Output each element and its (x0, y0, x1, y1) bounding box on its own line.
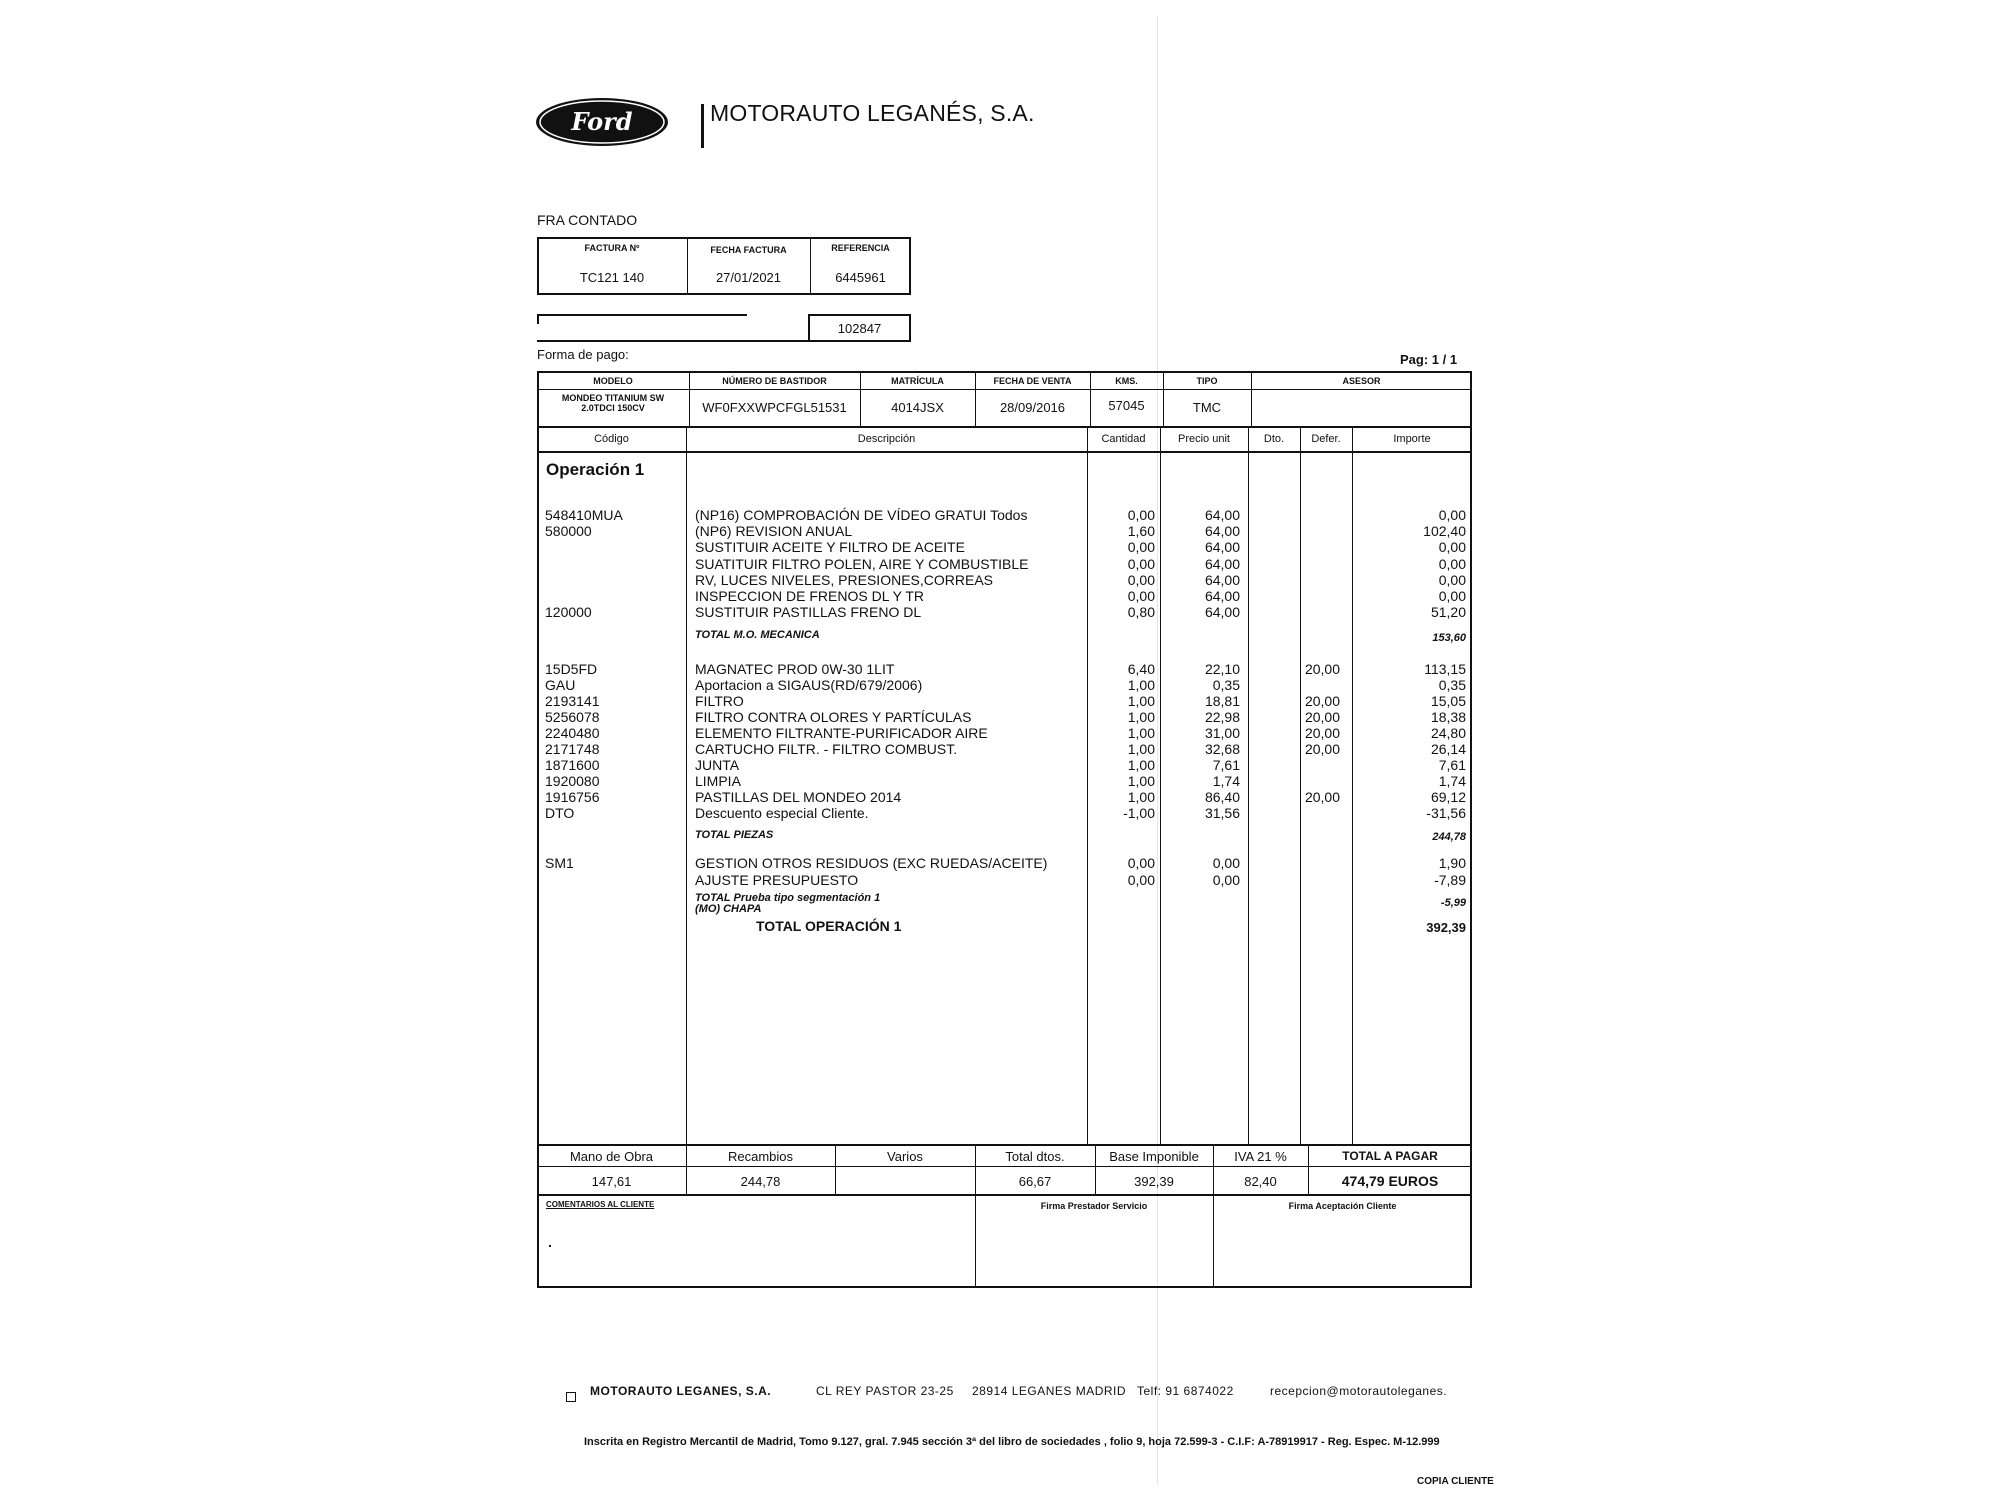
summary-discounts-label: Total dtos. (1005, 1148, 1065, 1164)
vehicle-type: TMC (1192, 399, 1222, 415)
line-item-row (540, 556, 1470, 572)
line-unit-price: 31,56 (1204, 805, 1240, 821)
vin-label: NÚMERO DE BASTIDOR (722, 375, 827, 386)
line-description: CARTUCHO FILTR. - FILTRO COMBUST. (695, 741, 958, 757)
line-code: 1920080 (545, 773, 600, 789)
line-discount: 20,00 (1304, 709, 1340, 725)
line-item-row (540, 523, 1470, 539)
provider-signature-label: Firma Prestador Servicio (1040, 1201, 1148, 1211)
line-item-row (540, 677, 1470, 693)
line-amount: 1,74 (1438, 773, 1466, 789)
line-description: AJUSTE PRESUPUESTO (695, 871, 859, 888)
col-quantity: Cantidad (1101, 433, 1146, 445)
summary-vat-label: IVA 21 % (1234, 1148, 1287, 1164)
line-discount: 20,00 (1304, 693, 1340, 709)
line-item-row (540, 773, 1470, 789)
line-description: MAGNATEC PROD 0W-30 1LIT (695, 661, 895, 677)
line-description: SUSTITUIR PASTILLAS FRENO DL (695, 604, 922, 621)
line-code: 5256078 (545, 709, 600, 725)
vehicle-advisor (1251, 396, 1472, 418)
line-item-row (540, 855, 1470, 871)
summary-parts: 244,78 (740, 1173, 781, 1189)
line-amount: 0,00 (1438, 507, 1466, 523)
operation-title: Operación 1 (546, 460, 645, 479)
vehicle-sale-date: 28/09/2016 (999, 399, 1066, 415)
document-type: FRA CONTADO (537, 212, 638, 228)
company-name: MOTORAUTO LEGANÉS, S.A. (710, 100, 1035, 126)
operation-total: TOTAL OPERACIÓN 1 392,39 (756, 918, 1466, 935)
summary-total: 474,79 EUROS (1341, 1173, 1439, 1189)
line-unit-price: 64,00 (1204, 539, 1240, 556)
client-signature-label: Firma Aceptación Cliente (1288, 1201, 1397, 1211)
footer-phone: Telf: 91 6874022 (1137, 1384, 1234, 1398)
copy-label: COPIA CLIENTE (1417, 1476, 1494, 1487)
page-number: Pag: 1 / 1 (1400, 352, 1458, 367)
line-code: 1916756 (545, 789, 600, 805)
summary-discounts: 66,67 (1018, 1173, 1052, 1189)
line-amount: -31,56 (1426, 805, 1466, 821)
kms-label: KMS. (1115, 375, 1138, 386)
ford-logo (535, 97, 669, 147)
line-item-row (540, 709, 1470, 725)
line-code: SM1 (545, 855, 574, 871)
line-unit-price: 0,00 (1212, 855, 1240, 871)
line-quantity: 0,00 (1127, 871, 1155, 888)
line-quantity: 0,00 (1127, 571, 1155, 588)
vehicle-plate: 4014JSX (891, 399, 944, 415)
line-quantity: 1,00 (1127, 789, 1155, 805)
line-discount: 20,00 (1304, 789, 1340, 805)
line-quantity: 0,00 (1127, 555, 1155, 572)
vehicle-vin: WF0FXXWPCFGL51531 (702, 399, 847, 415)
line-description: ELEMENTO FILTRANTE-PURIFICADOR AIRE (695, 725, 988, 741)
line-amount: 26,14 (1430, 741, 1466, 757)
line-code: DTO (545, 805, 575, 821)
line-item-row (540, 789, 1470, 805)
line-quantity: 1,00 (1127, 677, 1155, 693)
line-unit-price: 64,00 (1204, 507, 1240, 523)
payment-label: Forma de pago: (537, 347, 629, 362)
col-description: Descripción (857, 433, 916, 445)
line-quantity: 0,00 (1127, 588, 1155, 604)
summary-misc-label: Varios (887, 1148, 923, 1164)
col-amount: Importe (1393, 433, 1431, 445)
logo-text: Ford (571, 107, 633, 136)
summary-misc (835, 1170, 975, 1192)
footer-address: CL REY PASTOR 23-25 (816, 1384, 954, 1398)
line-quantity: 1,60 (1127, 523, 1155, 540)
line-amount: 0,00 (1438, 571, 1466, 588)
line-unit-price: 0,00 (1212, 871, 1240, 888)
line-code: 120000 (545, 604, 592, 621)
col-code: Código (594, 433, 629, 445)
line-description: Descuento especial Cliente. (695, 805, 869, 821)
invoice-date: 27/01/2021 (715, 269, 782, 285)
line-description: (NP6) REVISION ANUAL (695, 523, 853, 540)
line-amount: 0,35 (1438, 677, 1466, 693)
footer-email: recepcion@motorautoleganes. (1270, 1384, 1448, 1398)
line-item-row (540, 693, 1470, 709)
summary-parts-label: Recambios (727, 1148, 794, 1164)
line-quantity: 1,00 (1127, 725, 1155, 741)
line-description: FILTRO (695, 693, 744, 709)
line-quantity: 1,00 (1127, 773, 1155, 789)
line-unit-price: 22,98 (1204, 709, 1240, 725)
line-quantity: 0,80 (1127, 604, 1155, 621)
line-amount: 7,61 (1438, 757, 1466, 773)
line-description: RV, LUCES NIVELES, PRESIONES,CORREAS (695, 571, 993, 588)
subtotal-misc: TOTAL Prueba tipo segmentación 1 (MO) CHAPA -5,99 (695, 892, 1466, 915)
checkbox-icon (566, 1392, 576, 1402)
line-discount: 20,00 (1304, 741, 1340, 757)
line-description: LIMPIA (695, 773, 741, 789)
plate-label: MATRÍCULA (891, 375, 944, 386)
line-description: SUSTITUIR ACEITE Y FILTRO DE ACEITE (695, 539, 965, 556)
line-unit-price: 1,74 (1212, 773, 1240, 789)
line-discount: 20,00 (1304, 661, 1340, 677)
sale-date-label: FECHA DE VENTA (993, 375, 1072, 386)
footer-company: MOTORAUTO LEGANES, S.A. (590, 1384, 772, 1398)
line-item-row (540, 507, 1470, 523)
footer-city: 28914 LEGANES MADRID (972, 1384, 1127, 1398)
line-unit-price: 64,00 (1204, 555, 1240, 572)
line-code: GAU (545, 677, 576, 693)
invoice-number: TC121 140 (579, 269, 645, 285)
subtotal-parts: TOTAL PIEZAS 244,78 (695, 829, 1466, 843)
line-quantity: 0,00 (1127, 539, 1155, 556)
line-description: JUNTA (695, 757, 740, 773)
line-amount: 69,12 (1430, 789, 1466, 805)
summary-base-label: Base Imponible (1109, 1148, 1199, 1164)
line-quantity: 0,00 (1127, 507, 1155, 523)
line-discount: 20,00 (1304, 725, 1340, 741)
line-quantity: 0,00 (1127, 855, 1155, 871)
col-discount: Dto. (1263, 433, 1285, 445)
summary-base: 392,39 (1134, 1173, 1174, 1189)
line-unit-price: 22,10 (1204, 661, 1240, 677)
line-item-row (540, 741, 1470, 757)
line-amount: 113,15 (1424, 661, 1466, 677)
header-divider (701, 104, 704, 148)
line-description: INSPECCION DE FRENOS DL Y TR (695, 588, 924, 604)
line-unit-price: 86,40 (1204, 789, 1240, 805)
line-item-row (540, 805, 1470, 821)
line-unit-price: 7,61 (1212, 757, 1240, 773)
line-code: 15D5FD (545, 661, 598, 677)
reference-label: REFERENCIA (831, 243, 890, 253)
line-item-row (540, 872, 1470, 888)
line-description: PASTILLAS DEL MONDEO 2014 (695, 789, 902, 805)
line-item-row (540, 539, 1470, 555)
line-unit-price: 18,81 (1204, 693, 1240, 709)
line-quantity: 1,00 (1127, 693, 1155, 709)
vehicle-model: MONDEO TITANIUM SW 2.0TDCI 150CV (561, 393, 665, 413)
line-amount: 51,20 (1430, 604, 1466, 621)
line-unit-price: 64,00 (1204, 604, 1240, 621)
line-unit-price: 64,00 (1204, 571, 1240, 588)
vehicle-kms: 57045 (1108, 397, 1145, 413)
line-description: (NP16) COMPROBACIÓN DE VÍDEO GRATUI Todos (695, 507, 1028, 523)
line-code: 2171748 (545, 741, 600, 757)
client-code: 102847 (837, 320, 882, 336)
invoice-date-label: FECHA FACTURA (710, 245, 787, 255)
line-amount: 0,00 (1438, 539, 1466, 556)
summary-labor: 147,61 (591, 1173, 632, 1189)
line-description: Aportacion a SIGAUS(RD/679/2006) (695, 677, 923, 693)
line-amount: 1,90 (1438, 855, 1466, 871)
type-label: TIPO (1196, 375, 1218, 386)
line-amount: -7,89 (1434, 871, 1466, 888)
reference-value: 6445961 (835, 269, 886, 285)
line-item-row (540, 588, 1470, 604)
line-quantity: 1,00 (1127, 741, 1155, 757)
line-amount: 18,38 (1430, 709, 1466, 725)
line-amount: 0,00 (1438, 588, 1466, 604)
col-deferred: Defer. (1311, 433, 1341, 445)
line-item-row (540, 661, 1470, 677)
stray-dot (549, 1245, 551, 1247)
subtotal-labor: TOTAL M.O. MECANICA 153,60 (695, 629, 1466, 644)
advisor-label: ASESOR (1342, 375, 1381, 386)
line-unit-price: 64,00 (1204, 588, 1240, 604)
summary-vat: 82,40 (1244, 1173, 1277, 1189)
line-item-row (540, 757, 1470, 773)
comments-label: COMENTARIOS AL CLIENTE (546, 1200, 655, 1209)
line-item-row (540, 572, 1470, 588)
invoice-number-label: FACTURA Nº (584, 243, 640, 253)
line-item-row (540, 725, 1470, 741)
line-quantity: 1,00 (1127, 757, 1155, 773)
line-quantity: -1,00 (1123, 805, 1155, 821)
line-unit-price: 0,35 (1212, 677, 1240, 693)
line-amount: 102,40 (1423, 523, 1466, 540)
col-unit-price: Precio unit (1178, 433, 1230, 445)
line-code: 2193141 (545, 693, 600, 709)
model-label: MODELO (593, 375, 633, 386)
summary-total-label: TOTAL A PAGAR (1342, 1149, 1438, 1163)
line-description: GESTION OTROS RESIDUOS (EXC RUEDAS/ACEITE) (695, 855, 1048, 871)
line-unit-price: 31,00 (1204, 725, 1240, 741)
line-description: FILTRO CONTRA OLORES Y PARTÍCULAS (695, 709, 972, 725)
line-code: 548410MUA (545, 507, 623, 523)
line-quantity: 1,00 (1127, 709, 1155, 725)
line-amount: 24,80 (1430, 725, 1466, 741)
line-unit-price: 64,00 (1204, 523, 1240, 540)
line-amount: 15,05 (1430, 693, 1466, 709)
line-code: 2240480 (545, 725, 600, 741)
line-item-row (540, 604, 1470, 620)
line-code: 1871600 (545, 757, 600, 773)
line-quantity: 6,40 (1127, 661, 1155, 677)
line-unit-price: 32,68 (1204, 741, 1240, 757)
footer-registry: Inscrita en Registro Mercantil de Madrid, Tomo 9.127, gral. 7.945 sección 3ª del libro de sociedades , folio 9, hoja 72.599-3 - C.I.F: A-78919917 - Reg. Espec. M-12.999 (584, 1436, 1440, 1448)
summary-labor-label: Mano de Obra (569, 1148, 654, 1164)
line-code: 580000 (545, 523, 592, 540)
line-description: SUATITUIR FILTRO POLEN, AIRE Y COMBUSTIBLE (695, 555, 1029, 572)
line-amount: 0,00 (1438, 555, 1466, 572)
